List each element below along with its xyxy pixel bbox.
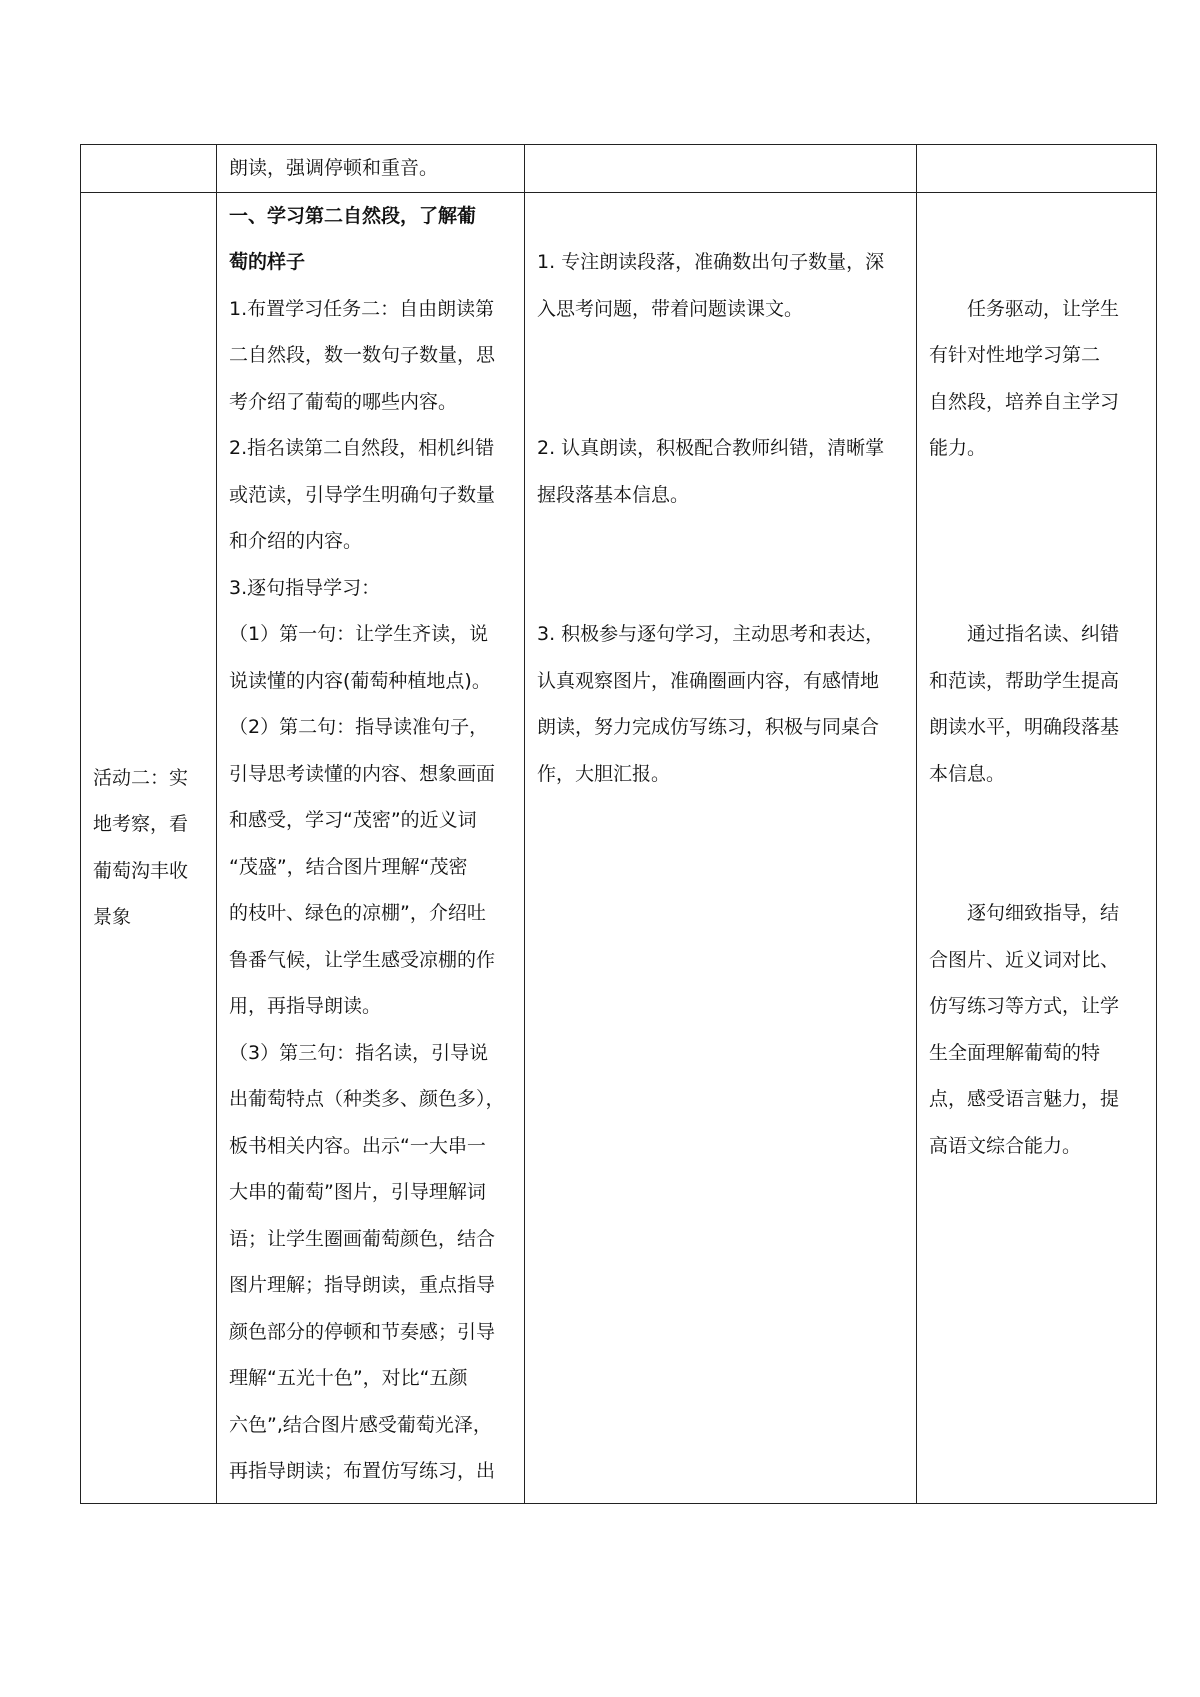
student-text: 入思考问题，带着问题读课文。 xyxy=(537,297,804,320)
table-cell-activity xyxy=(81,145,217,193)
cell-text: 朗读，强调停顿和重音。 xyxy=(229,157,439,179)
teacher-text: 鲁番气候，让学生感受凉棚的作 xyxy=(229,948,496,971)
intent-text: 朗读水平，明确段落基 xyxy=(929,716,1120,738)
teacher-text: （1）第一句：让学生齐读，说 xyxy=(229,623,489,645)
teacher-text: 语；让学生圈画葡萄颜色，结合 xyxy=(229,1227,496,1250)
teacher-text: 出葡萄特点（种类多、颜色多）， xyxy=(229,1088,505,1110)
intent-text: 任务驱动，让学生 xyxy=(967,297,1120,320)
teacher-text: 再指导朗读；布置仿写练习，出 xyxy=(229,1460,496,1482)
table-cell-student xyxy=(525,192,917,1503)
intent-text: 和范读，帮助学生提高 xyxy=(929,669,1120,692)
spacer xyxy=(929,193,1144,240)
teacher-text: 二自然段，数一数句子数量，思 xyxy=(229,344,496,366)
spacer xyxy=(929,239,1144,286)
student-text: 握段落基本信息。 xyxy=(537,483,690,506)
teacher-text: 或范读，引导学生明确句子数量 xyxy=(229,483,496,506)
activity-text: 活动二：实 xyxy=(93,766,189,789)
teacher-text: 用，再指导朗读。 xyxy=(229,995,382,1017)
teacher-text: 和感受，学习“茂密”的近义词 xyxy=(229,809,477,831)
table-cell-intent xyxy=(917,192,1157,1503)
activity-text: 地考察，看 xyxy=(93,813,189,835)
intent-text: 本信息。 xyxy=(929,762,1006,785)
intent-text: 高语文综合能力。 xyxy=(929,1134,1082,1157)
teacher-text: 板书相关内容。出示“一大串一 xyxy=(229,1134,486,1157)
teacher-text: 3.逐句指导学习： xyxy=(229,576,381,599)
table-cell-intent xyxy=(917,145,1157,193)
activity-text: 葡萄沟丰收 xyxy=(93,859,189,882)
intent-text: 能力。 xyxy=(929,437,987,459)
spacer xyxy=(537,332,904,379)
activity-text: 景象 xyxy=(93,906,132,928)
spacer xyxy=(929,797,1144,844)
teacher-text: 和介绍的内容。 xyxy=(229,530,363,552)
intent-text: 合图片、近义词对比、 xyxy=(929,948,1120,971)
student-text: 1. 专注朗读段落，准确数出句子数量，深 xyxy=(537,251,885,273)
intent-text: 点，感受语言魅力，提 xyxy=(929,1088,1120,1110)
table-row xyxy=(81,192,1157,1503)
spacer xyxy=(929,472,1144,519)
spacer xyxy=(537,518,904,565)
intent-text: 自然段，培养自主学习 xyxy=(929,390,1120,413)
teacher-text: 引导思考读懂的内容、想象画面 xyxy=(229,762,496,785)
student-text: 朗读，努力完成仿写练习，积极与同桌合 xyxy=(537,716,880,738)
table-cell-activity xyxy=(81,192,217,1503)
student-text: 认真观察图片，准确圈画内容，有感情地 xyxy=(537,669,880,692)
table-cell-student xyxy=(525,145,917,193)
spacer xyxy=(929,565,1144,612)
teacher-text: 理解“五光十色”，对比“五颜 xyxy=(229,1367,468,1389)
teacher-text: 说读懂的内容(葡萄种植地点)。 xyxy=(229,669,491,692)
intent-text: 生全面理解葡萄的特 xyxy=(929,1041,1101,1064)
section-heading: 一、学习第二自然段，了解葡 xyxy=(229,204,477,227)
teacher-text: 图片理解；指导朗读，重点指导 xyxy=(229,1274,496,1296)
table-cell-teacher xyxy=(217,145,525,193)
table-cell-teacher xyxy=(217,192,525,1503)
spacer xyxy=(537,193,904,240)
teacher-text: 六色”,结合图片感受葡萄光泽， xyxy=(229,1413,492,1436)
student-text: 作，大胆汇报。 xyxy=(537,762,671,785)
teacher-text: 的枝叶、绿色的凉棚”，介绍吐 xyxy=(229,902,486,924)
intent-text: 逐句细致指导，结 xyxy=(967,902,1120,924)
teacher-text: “茂盛”，结合图片理解“茂密 xyxy=(229,855,468,878)
teacher-text: 1.布置学习任务二：自由朗读第 xyxy=(229,297,495,320)
student-text: 3. 积极参与逐句学习，主动思考和表达， xyxy=(537,623,885,645)
section-heading: 萄的样子 xyxy=(229,251,306,273)
teacher-text: 考介绍了葡萄的哪些内容。 xyxy=(229,390,458,413)
student-text: 2. 认真朗读，积极配合教师纠错，清晰掌 xyxy=(537,437,885,459)
spacer xyxy=(929,844,1144,891)
intent-text: 通过指名读、纠错 xyxy=(967,623,1120,645)
teacher-text: 颜色部分的停顿和节奏感；引导 xyxy=(229,1320,496,1343)
table-row xyxy=(81,145,1157,193)
teacher-text: （2）第二句：指导读准句子， xyxy=(229,716,489,738)
intent-text: 有针对性地学习第二 xyxy=(929,344,1101,366)
intent-text: 仿写练习等方式，让学 xyxy=(929,995,1120,1017)
spacer xyxy=(929,518,1144,565)
lesson-plan-table xyxy=(80,144,1157,1504)
teacher-text: （3）第三句：指名读，引导说 xyxy=(229,1041,489,1064)
spacer xyxy=(537,565,904,612)
spacer xyxy=(537,379,904,426)
teacher-text: 2.指名读第二自然段，相机纠错 xyxy=(229,437,495,459)
teacher-text: 大串的葡萄”图片，引导理解词 xyxy=(229,1181,486,1203)
